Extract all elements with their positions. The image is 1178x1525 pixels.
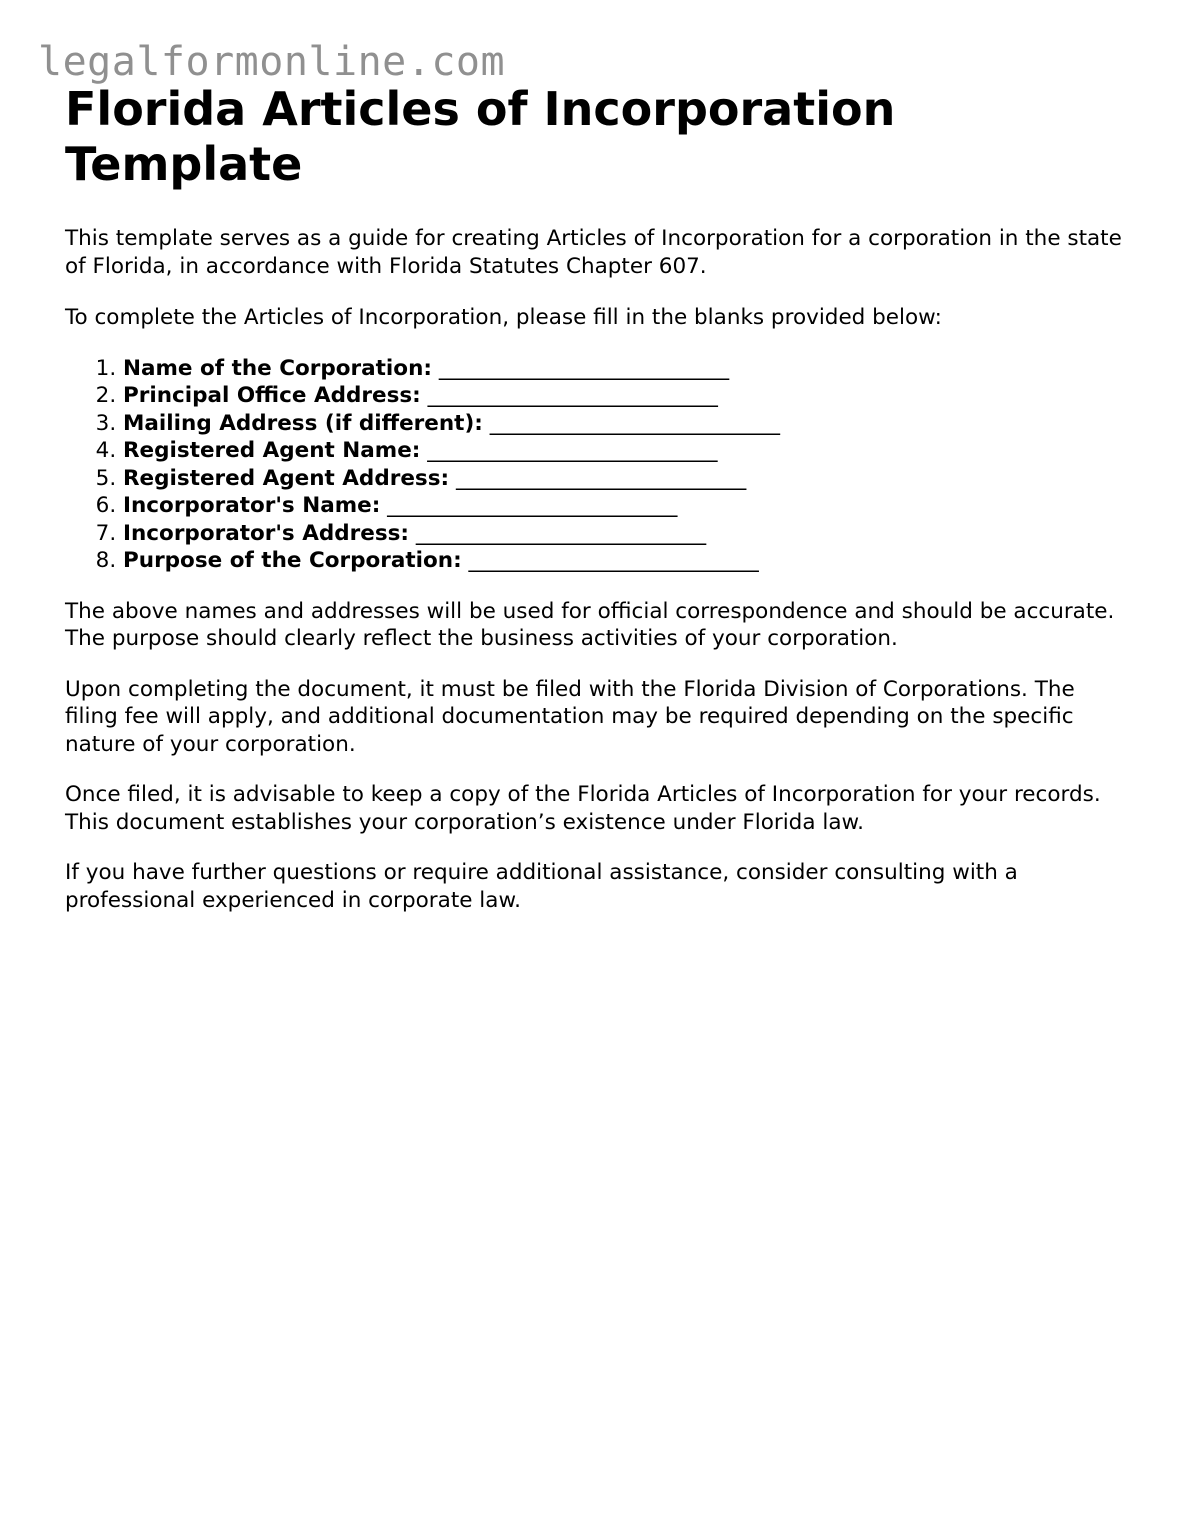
field-blank[interactable]: ___________________________ — [468, 548, 759, 573]
field-incorporator-address — [123, 520, 1125, 548]
field-label: Registered Agent Address: — [123, 465, 450, 491]
field-registered-agent-name — [123, 437, 1125, 465]
instruction-paragraph: To complete the Articles of Incorporation, please fill in the blanks provided below: — [65, 305, 942, 330]
field-label: Incorporator's Address: — [123, 520, 410, 546]
fill-in-fields-list — [65, 355, 1125, 575]
field-purpose — [123, 547, 1125, 575]
field-blank[interactable]: ___________________________ — [387, 493, 678, 518]
document-body — [65, 82, 1125, 914]
watermark-text: legalformonline.com — [38, 39, 506, 85]
field-label: Principal Office Address: — [123, 383, 421, 408]
field-blank[interactable]: ___________________________ — [438, 355, 730, 381]
field-blank[interactable]: ___________________________ — [415, 520, 707, 546]
filing-paragraph: Upon completing the document, it must be filed with the Florida Division of Corporations. The filing fee will apply, and additional documentation may be required depending on the specific nature of your corporation. — [65, 676, 1075, 757]
field-registered-agent-address — [123, 465, 1125, 493]
field-label: Name of the Corporation: — [123, 355, 432, 381]
field-incorporator-name — [123, 492, 1125, 520]
records-paragraph: Once filed, it is advisable to keep a copy of the Florida Articles of Incorporation for your records. This document establishes your corporation’s existence under Florida law. — [65, 782, 1101, 835]
field-label: Purpose of the Corporation: — [123, 548, 462, 573]
field-label: Registered Agent Name: — [123, 438, 421, 463]
field-label: Mailing Address (if different): — [123, 410, 483, 436]
field-blank[interactable]: ___________________________ — [427, 383, 718, 408]
field-blank[interactable]: ___________________________ — [489, 410, 780, 436]
intro-paragraph: This template serves as a guide for creating Articles of Incorporation for a corporation in the state of Florida, in accordance with Florida Statutes Chapter 607. — [65, 226, 1122, 279]
field-blank[interactable]: ___________________________ — [455, 465, 747, 491]
field-mailing-address — [123, 410, 1125, 438]
field-blank[interactable]: ___________________________ — [427, 438, 718, 463]
page-title: Florida Articles of Incorporation Template — [65, 82, 896, 191]
assistance-paragraph: If you have further questions or require additional assistance, consider consulting with a professional experienced in corporate law. — [65, 860, 1018, 913]
field-principal-office-address — [123, 382, 1125, 410]
field-label: Incorporator's Name: — [123, 493, 381, 518]
field-corporation-name — [123, 355, 1125, 383]
accuracy-paragraph: The above names and addresses will be used for official correspondence and should be accurate. The purpose should clearly reflect the business activities of your corporation. — [65, 598, 1115, 651]
